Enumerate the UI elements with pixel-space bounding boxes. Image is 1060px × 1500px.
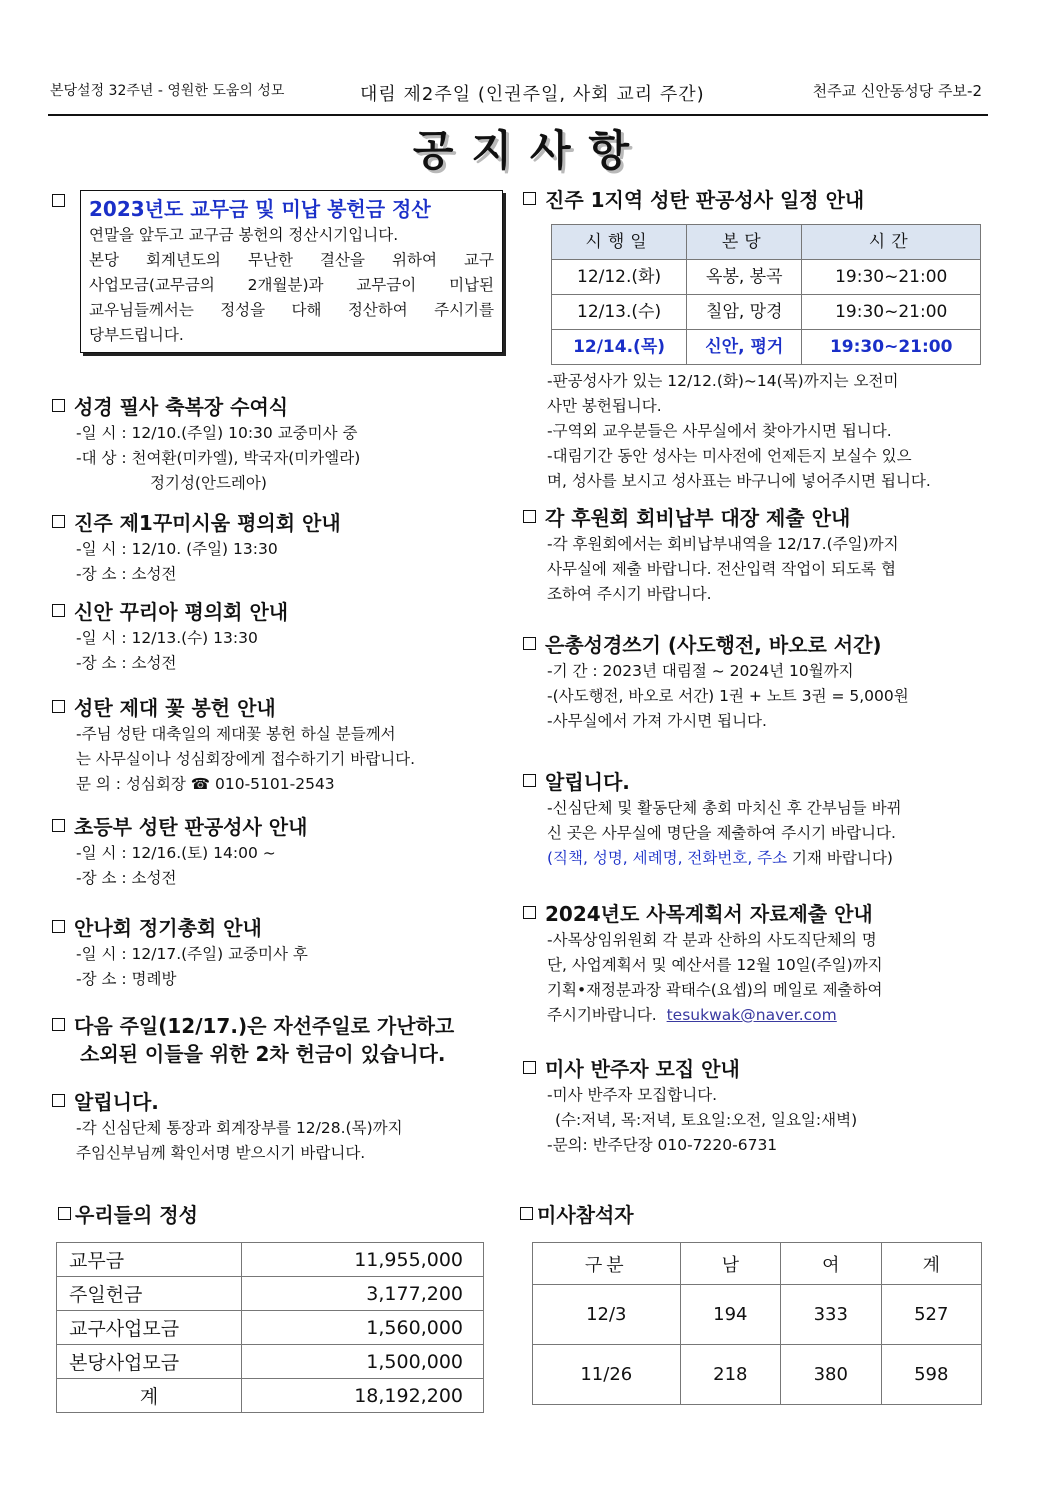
section-line: 단, 사업계획서 및 예산서를 12월 10일(주일)까지 <box>547 956 883 974</box>
section-line: -미사 반주자 모집합니다. <box>547 1086 718 1104</box>
offering-label: 교무금 <box>57 1243 242 1277</box>
section-line: 기획•재정분과장 곽태수(요셉)의 메일로 제출하여 <box>547 981 883 999</box>
section-line: -판공성사가 있는 12/12.(화)~14(목)까지는 오전미 <box>547 372 899 390</box>
table-cell: 333 <box>781 1285 881 1345</box>
section-title: 알립니다. <box>523 768 988 796</box>
bullet-square-icon <box>52 700 65 713</box>
bullet-square-icon <box>523 774 536 787</box>
blue-items: (직책, 성명, 세례명, 전화번호, 주소 <box>547 849 788 867</box>
page-title: 공지사항 <box>412 126 648 175</box>
section-title: 소외된 이들을 위한 2차 헌금이 있습니다. <box>80 1042 446 1066</box>
table-row <box>552 295 981 330</box>
bullet-square-icon <box>58 1207 71 1220</box>
table-header: 구분 <box>533 1243 681 1285</box>
section-title: 각 후원회 회비납부 대장 제출 안내 <box>523 504 988 532</box>
table-cell: 527 <box>881 1285 981 1345</box>
table-row <box>533 1345 982 1405</box>
section-title: 신안 꾸리아 평의회 안내 <box>52 598 507 626</box>
table-row <box>57 1243 484 1277</box>
table-cell: 19:30~21:00 <box>802 330 981 365</box>
header-right-text: 천주교 신안동성당 주보-2 <box>812 82 982 100</box>
items-suffix: 기재 바랍니다) <box>787 849 893 867</box>
dues-notice <box>523 504 988 607</box>
bullet-square-icon <box>520 1207 533 1220</box>
bullet-square-icon <box>52 515 65 528</box>
section-title: 다음 주일(12/17.)은 자선주일로 가난하고 <box>52 1012 512 1040</box>
annagroup-notice <box>52 914 507 992</box>
notice1 <box>52 1088 507 1166</box>
attendance-table <box>532 1242 982 1405</box>
offerings-title: 우리들의 정성 <box>58 1201 198 1229</box>
section-line: 사만 봉헌됩니다. <box>547 397 662 415</box>
section-line: -대 상 : 천여환(미카엘), 박국자(미카엘라) <box>76 449 361 467</box>
curia-notice <box>52 598 507 676</box>
section-line: -장 소 : 소성전 <box>76 565 177 583</box>
table-header: 남 <box>680 1243 780 1285</box>
table-cell: 12/14.(목) <box>552 330 687 365</box>
section-line: -구역외 교우분들은 사무실에서 찾아가시면 됩니다. <box>547 422 892 440</box>
kids-notice <box>52 813 507 891</box>
section-line: 신 곳은 사무실에 명단을 제출하여 주시기 바랍니다. <box>547 824 896 842</box>
section-line: -일 시 : 12/16.(토) 14:00 ~ <box>76 844 276 862</box>
flower-notice <box>52 694 507 797</box>
section-line: 주임신부님께 확인서명 받으시기 바랍니다. <box>76 1144 366 1162</box>
offering-label: 주일헌금 <box>57 1277 242 1311</box>
section-line: -각 신심단체 통장과 회계장부를 12/28.(목)까지 <box>76 1119 403 1137</box>
section-line: -사목상임위원회 각 분과 산하의 사도직단체의 명 <box>547 931 877 949</box>
header-center-title: 대림 제2주일 (인권주일, 사회 교리 주간) <box>360 84 705 105</box>
section-line: -문의: 반주단장 010-7220-6731 <box>547 1136 778 1154</box>
table-cell: 598 <box>881 1345 981 1405</box>
table-cell: 380 <box>781 1345 881 1405</box>
confession-schedule-table <box>551 224 981 365</box>
section-title: 미사 반주자 모집 안내 <box>523 1055 988 1083</box>
section-line: -(사도행전, 바오로 서간) 1권 + 노트 3권 = 5,000원 <box>547 687 909 705</box>
table-header-row <box>533 1243 982 1285</box>
bullet-square-icon <box>523 906 536 919</box>
section-title: 은총성경쓰기 (사도행전, 바오로 서간) <box>523 631 988 659</box>
bullet-square-icon <box>523 1061 536 1074</box>
table-cell: 11/26 <box>533 1345 681 1405</box>
section-title: 안나회 정기총회 안내 <box>52 914 507 942</box>
header-left-text: 본당설정 32주년 - 영원한 도움의 성모 <box>50 83 285 99</box>
bullet-square-icon <box>52 920 65 933</box>
bullet-square-icon <box>523 510 536 523</box>
offering-amount: 1,500,000 <box>242 1345 484 1379</box>
section-line: -기 간 : 2023년 대림절 ~ 2024년 10월까지 <box>547 662 854 680</box>
section-line: -대림기간 동안 성사는 미사전에 언제든지 보실수 있으 <box>547 447 912 465</box>
table-row <box>57 1345 484 1379</box>
section-title: 알립니다. <box>52 1088 507 1116</box>
section-line: -일 시 : 12/17.(주일) 교중미사 후 <box>76 945 308 963</box>
section-line <box>523 846 988 871</box>
offering-total-amount: 18,192,200 <box>242 1379 484 1413</box>
section-line: 며, 성사를 보시고 성사표는 바구니에 넣어주시면 됩니다. <box>547 472 931 490</box>
section-line: 문 의 : 성심회장 ☎ 010-5101-2543 <box>76 775 335 793</box>
section-line: -주님 성탄 대축일의 제대꽃 봉헌 하실 분들께서 <box>76 725 396 743</box>
table-total-row <box>57 1379 484 1413</box>
section-line: -신심단체 및 활동단체 총회 마치신 후 간부님들 바뀌 <box>547 799 902 817</box>
settle-notice <box>52 190 507 353</box>
section-line: -사무실에서 가져 가시면 됩니다. <box>547 712 767 730</box>
table-cell: 12/13.(수) <box>552 295 687 330</box>
section-line: 주시기바랍니다. tesukwak@naver.com <box>547 1006 837 1024</box>
settle-line: 당부드립니다. <box>89 326 184 344</box>
notice2 <box>523 768 988 871</box>
bullet-square-icon <box>52 1018 65 1031</box>
plan-notice <box>523 900 988 1028</box>
table-row <box>552 260 981 295</box>
section-line: 조하여 주시기 바랍니다. <box>547 585 712 603</box>
table-header: 계 <box>881 1243 981 1285</box>
table-cell: 19:30~21:00 <box>802 295 981 330</box>
section-line: -일 시 : 12/10. (주일) 13:30 <box>76 540 278 558</box>
table-header: 시간 <box>802 225 981 260</box>
settle-line: 본당 회계년도의 무난한 결산을 위하여 교구 <box>89 251 494 269</box>
table-cell: 신안, 평거 <box>687 330 802 365</box>
section-line: (수:저녁, 목:저녁, 토요일:오전, 일요일:새벽) <box>555 1111 858 1129</box>
settle-line: 사업모금(교무금의 2개월분)과 교무금이 미납된 <box>89 276 494 294</box>
offering-amount: 1,560,000 <box>242 1311 484 1345</box>
bullet-square-icon <box>52 1094 65 1107</box>
table-header: 여 <box>781 1243 881 1285</box>
offering-amount: 11,955,000 <box>242 1243 484 1277</box>
table-row <box>533 1285 982 1345</box>
bullet-square-icon <box>52 194 65 207</box>
section-title: 진주 1지역 성탄 판공성사 일정 안내 <box>523 186 988 214</box>
table-cell: 12/12.(화) <box>552 260 687 295</box>
section-line: -장 소 : 명례방 <box>76 970 177 988</box>
servers-notice <box>523 1055 988 1158</box>
section-title: 진주 제1꾸미시움 평의회 안내 <box>52 509 507 537</box>
header-divider <box>48 114 988 116</box>
confession-notice <box>523 186 988 494</box>
nextsunday-notice <box>52 1012 512 1068</box>
offering-label: 본당사업모금 <box>57 1345 242 1379</box>
offering-label: 교구사업모금 <box>57 1311 242 1345</box>
settle-title: 2023년도 교무금 및 미납 봉헌금 정산 <box>89 197 431 221</box>
offering-amount: 3,177,200 <box>242 1277 484 1311</box>
section-title: 2024년도 사목계획서 자료제출 안내 <box>523 900 988 928</box>
section-title: 성경 필사 축복장 수여식 <box>52 393 507 421</box>
table-header: 시행일 <box>552 225 687 260</box>
table-cell: 옥봉, 봉곡 <box>687 260 802 295</box>
section-line: 사무실에 제출 바랍니다. 전산입력 작업이 되도록 협 <box>547 560 896 578</box>
section-line: 는 사무실이나 성심회장에게 접수하기기 바랍니다. <box>76 750 416 768</box>
bullet-square-icon <box>52 819 65 832</box>
table-cell: 194 <box>680 1285 780 1345</box>
settle-line: 교우님들께서는 정성을 다해 정산하여 주시기를 <box>89 301 494 319</box>
section-title: 성탄 제대 꽃 봉헌 안내 <box>52 694 507 722</box>
section-title: 초등부 성탄 판공성사 안내 <box>52 813 507 841</box>
copybible-notice <box>523 631 988 734</box>
table-header-row <box>552 225 981 260</box>
table-cell: 12/3 <box>533 1285 681 1345</box>
bullet-square-icon <box>52 604 65 617</box>
bullet-square-icon <box>523 637 536 650</box>
table-row <box>57 1311 484 1345</box>
attendance-title: 미사참석자 <box>520 1201 634 1229</box>
meeting1-notice <box>52 509 507 587</box>
table-row <box>57 1277 484 1311</box>
section-line: 정기성(안드레아) <box>150 474 267 492</box>
bullet-square-icon <box>523 192 536 205</box>
section-line: -일 시 : 12/13.(수) 13:30 <box>76 629 258 647</box>
table-row-highlight <box>552 330 981 365</box>
section-line: -각 후원회에서는 회비납부내역을 12/17.(주일)까지 <box>547 535 899 553</box>
table-cell: 218 <box>680 1345 780 1405</box>
settle-line: 연말을 앞두고 교구금 봉헌의 정산시기입니다. <box>89 226 399 244</box>
settle-box <box>80 190 503 353</box>
section-line: -일 시 : 12/10.(주일) 10:30 교중미사 중 <box>76 424 358 442</box>
table-cell: 19:30~21:00 <box>802 260 981 295</box>
offering-total-label: 계 <box>57 1379 242 1413</box>
offerings-table <box>56 1242 484 1413</box>
section-line: -장 소 : 소성전 <box>76 654 177 672</box>
section-line: -장 소 : 소성전 <box>76 869 177 887</box>
bible-notice <box>52 393 507 496</box>
table-header: 본당 <box>687 225 802 260</box>
table-cell: 칠암, 망경 <box>687 295 802 330</box>
bullet-square-icon <box>52 399 65 412</box>
email-link[interactable]: tesukwak@naver.com <box>666 1006 837 1024</box>
